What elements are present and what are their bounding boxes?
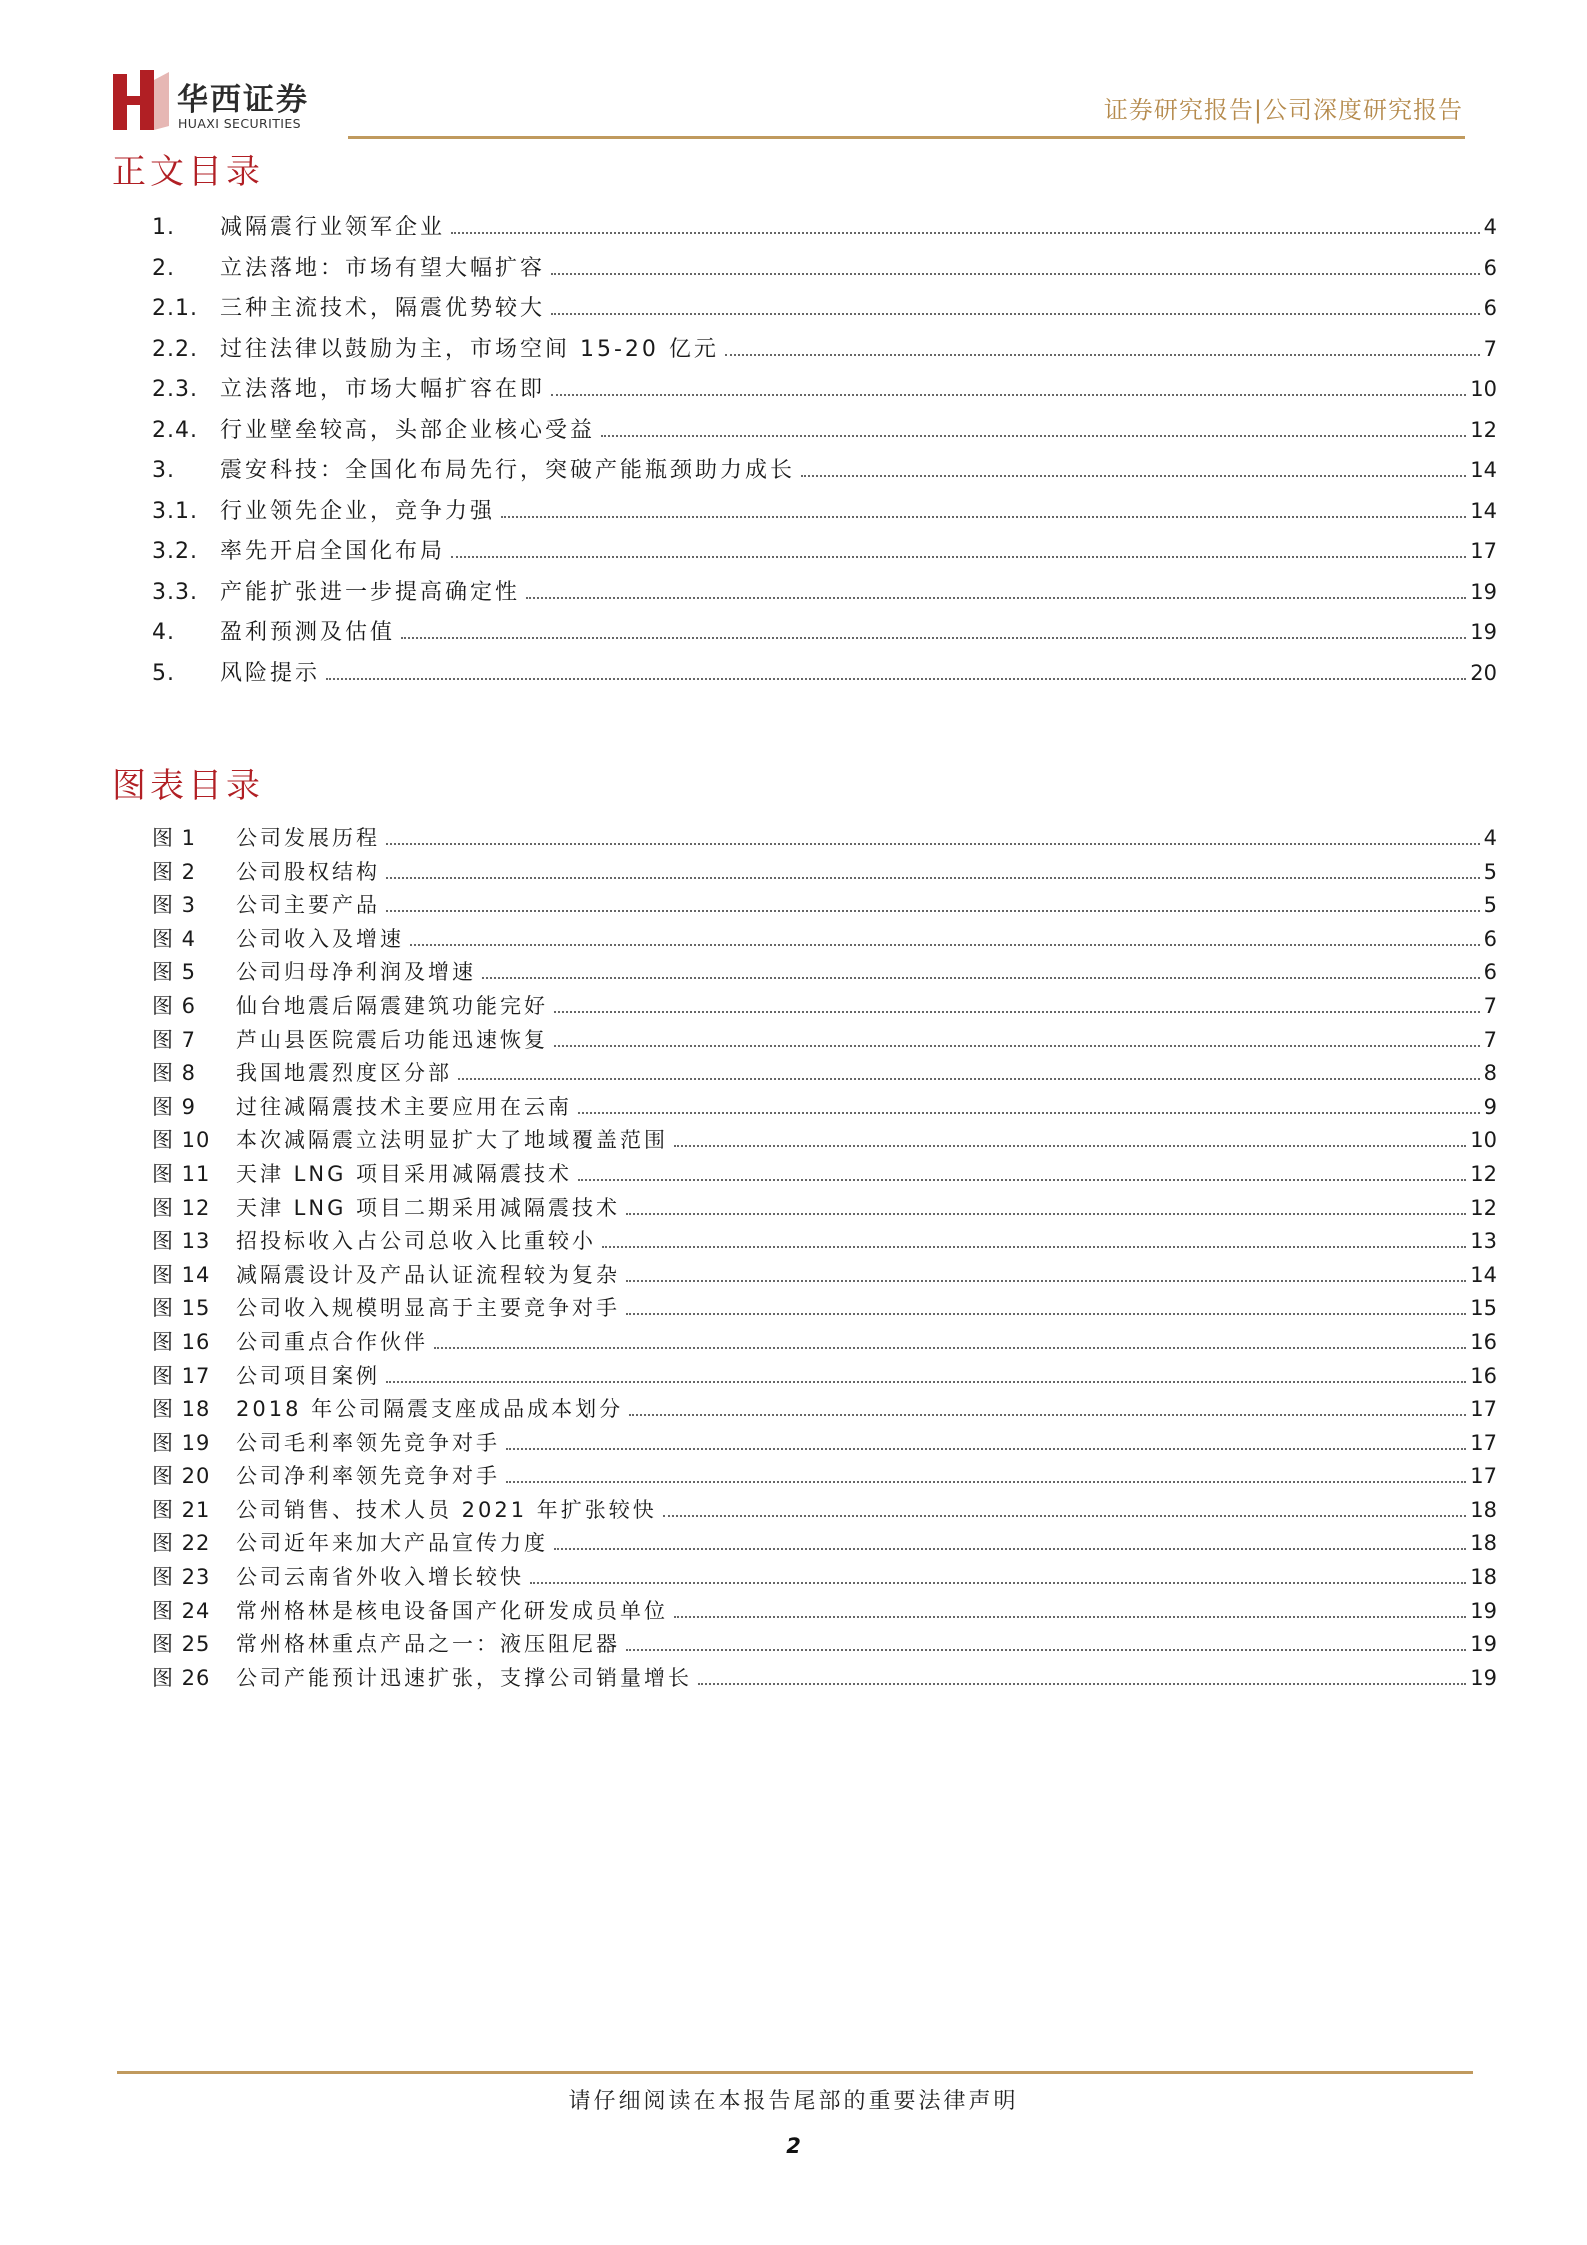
figure-entry-label: 天津 LNG 项目二期采用减隔震技术 bbox=[236, 1195, 621, 1220]
figure-entry-label: 公司净利率领先竞争对手 bbox=[236, 1464, 500, 1489]
figure-entry-page: 13 bbox=[1470, 1229, 1497, 1254]
figure-entry-label: 公司收入及增速 bbox=[236, 926, 404, 951]
figure-entry[interactable] bbox=[152, 923, 1497, 957]
figure-entry-label: 公司归母净利润及增速 bbox=[236, 960, 476, 985]
dot-leader bbox=[698, 1683, 1466, 1685]
toc-entry[interactable] bbox=[152, 494, 1497, 535]
toc-entry-label: 行业壁垒较高，头部企业核心受益 bbox=[220, 417, 596, 443]
figure-entry-label: 芦山县医院震后功能迅速恢复 bbox=[236, 1027, 548, 1052]
toc-entry-label: 行业领先企业，竞争力强 bbox=[220, 498, 496, 524]
huaxi-logo-icon bbox=[113, 70, 171, 132]
dot-leader bbox=[551, 273, 1480, 275]
dot-leader bbox=[554, 1011, 1480, 1013]
figure-entry-label: 公司产能预计迅速扩张，支撑公司销量增长 bbox=[236, 1665, 692, 1690]
figure-entry[interactable] bbox=[152, 1595, 1497, 1629]
toc-entry-page: 6 bbox=[1483, 255, 1497, 280]
toc-entry-page: 19 bbox=[1470, 620, 1497, 644]
figure-entry[interactable] bbox=[152, 1259, 1497, 1293]
figure-entry-page: 12 bbox=[1470, 1195, 1497, 1220]
figure-entry[interactable] bbox=[152, 1460, 1497, 1494]
figure-entry[interactable] bbox=[152, 1292, 1497, 1326]
figure-entry-page: 14 bbox=[1470, 1262, 1497, 1287]
dot-leader bbox=[401, 637, 1466, 639]
figure-entry-number: 图 25 bbox=[152, 1632, 211, 1657]
figure-entry-number: 图 4 bbox=[152, 926, 197, 951]
toc-entry[interactable] bbox=[152, 372, 1497, 413]
figure-entry[interactable] bbox=[152, 1662, 1497, 1696]
toc-entry-number: 2.1. bbox=[152, 296, 198, 321]
toc-entry[interactable] bbox=[152, 332, 1497, 373]
figure-entry[interactable] bbox=[152, 1192, 1497, 1226]
figure-entry-number: 图 17 bbox=[152, 1363, 211, 1388]
figure-entry-page: 7 bbox=[1483, 993, 1497, 1018]
logo-chinese-name: 华西证券 bbox=[177, 82, 309, 118]
figure-entry-page: 18 bbox=[1470, 1531, 1497, 1556]
toc-entry-page: 14 bbox=[1470, 498, 1497, 523]
toc-entry-page: 20 bbox=[1470, 660, 1497, 685]
legal-notice: 请仔细阅读在本报告尾部的重要法律声明 bbox=[568, 2089, 1019, 2114]
figure-entry-page: 17 bbox=[1470, 1430, 1497, 1455]
toc-entry-page: 10 bbox=[1470, 377, 1497, 401]
figure-entry[interactable] bbox=[152, 1326, 1497, 1360]
toc-entry-label: 震安科技：全国化布局先行，突破产能瓶颈助力成长 bbox=[220, 458, 796, 483]
toc-entry-page: 6 bbox=[1483, 296, 1497, 320]
figure-entry-number: 图 13 bbox=[152, 1229, 211, 1254]
figure-entry-page: 18 bbox=[1470, 1565, 1497, 1590]
figure-entry-page: 16 bbox=[1470, 1363, 1497, 1388]
toc-entry-page: 7 bbox=[1483, 336, 1497, 361]
figure-entry-number: 图 3 bbox=[152, 893, 197, 918]
toc-entry-page: 4 bbox=[1483, 215, 1497, 239]
dot-leader bbox=[326, 678, 1466, 680]
figure-entry-label: 公司云南省外收入增长较快 bbox=[236, 1565, 524, 1590]
toc-entry-label: 盈利预测及估值 bbox=[220, 620, 396, 645]
dot-leader bbox=[386, 910, 1480, 912]
toc-list bbox=[152, 210, 1497, 696]
dot-leader bbox=[506, 1481, 1466, 1483]
toc-entry-label: 三种主流技术，隔震优势较大 bbox=[220, 296, 546, 321]
figure-entry[interactable] bbox=[152, 990, 1497, 1024]
dot-leader bbox=[578, 1112, 1480, 1114]
figure-entry-page: 8 bbox=[1483, 1061, 1497, 1086]
figure-entry-number: 图 18 bbox=[152, 1397, 211, 1422]
figure-entry-label: 公司发展历程 bbox=[236, 826, 380, 850]
figure-entry-label: 天津 LNG 项目采用减隔震技术 bbox=[236, 1161, 573, 1186]
toc-entry-label: 立法落地：市场有望大幅扩容 bbox=[220, 255, 546, 281]
report-type: 证券研究报告|公司深度研究报告 bbox=[1103, 96, 1463, 124]
toc-entry-number: 1. bbox=[152, 215, 175, 240]
figure-entry-label: 仙台地震后隔震建筑功能完好 bbox=[236, 993, 548, 1018]
dot-leader bbox=[434, 1347, 1466, 1349]
figure-list-title: 图表目录 bbox=[112, 766, 264, 806]
dot-leader bbox=[626, 1280, 1466, 1282]
figure-entry[interactable] bbox=[152, 1124, 1497, 1158]
toc-entry-number: 5. bbox=[152, 660, 175, 686]
dot-leader bbox=[674, 1145, 1466, 1147]
figure-entry-page: 12 bbox=[1470, 1161, 1497, 1186]
toc-entry-page: 17 bbox=[1470, 539, 1497, 563]
dot-leader bbox=[602, 1246, 1466, 1248]
figure-entry-page: 17 bbox=[1470, 1397, 1497, 1422]
figure-entry-number: 图 20 bbox=[152, 1464, 211, 1489]
figure-entry-number: 图 23 bbox=[152, 1565, 211, 1590]
dot-leader bbox=[601, 435, 1466, 437]
figure-entry-label: 公司毛利率领先竞争对手 bbox=[236, 1430, 500, 1455]
page-number: 2 bbox=[786, 2134, 801, 2158]
toc-entry-number: 2.4. bbox=[152, 417, 198, 443]
dot-leader bbox=[626, 1213, 1466, 1215]
toc-entry-label: 过往法律以鼓励为主，市场空间 15-20 亿元 bbox=[220, 336, 719, 362]
figure-entry-page: 6 bbox=[1483, 960, 1497, 985]
figure-entry-label: 公司收入规模明显高于主要竞争对手 bbox=[236, 1296, 620, 1321]
figure-entry-number: 图 19 bbox=[152, 1430, 211, 1455]
footer-divider bbox=[117, 2071, 1473, 2074]
toc-entry[interactable] bbox=[152, 210, 1497, 251]
figure-entry-number: 图 12 bbox=[152, 1195, 211, 1220]
figure-entry-label: 常州格林是核电设备国产化研发成员单位 bbox=[236, 1598, 668, 1623]
toc-entry-label: 率先开启全国化布局 bbox=[220, 539, 446, 564]
figure-entry-label: 我国地震烈度区分部 bbox=[236, 1061, 452, 1086]
figure-entry-label: 2018 年公司隔震支座成品成本划分 bbox=[236, 1397, 624, 1422]
toc-entry-label: 风险提示 bbox=[220, 660, 321, 686]
dot-leader bbox=[674, 1616, 1466, 1618]
dot-leader bbox=[482, 977, 1480, 979]
figure-entry-number: 图 7 bbox=[152, 1027, 197, 1052]
dot-leader bbox=[506, 1448, 1466, 1450]
toc-title: 正文目录 bbox=[112, 152, 264, 192]
dot-leader bbox=[501, 516, 1466, 518]
figure-entry[interactable] bbox=[152, 1024, 1497, 1058]
figure-entry-page: 10 bbox=[1470, 1128, 1497, 1153]
toc-entry[interactable] bbox=[152, 413, 1497, 454]
figure-entry-number: 图 1 bbox=[152, 826, 197, 850]
toc-entry-number: 2.2. bbox=[152, 336, 198, 362]
figure-entry-page: 19 bbox=[1470, 1598, 1497, 1623]
figure-entry-page: 16 bbox=[1470, 1329, 1497, 1354]
figure-entry[interactable] bbox=[152, 856, 1497, 890]
toc-entry[interactable] bbox=[152, 453, 1497, 494]
toc-entry[interactable] bbox=[152, 534, 1497, 575]
toc-entry-number: 3.1. bbox=[152, 498, 198, 524]
dot-leader bbox=[801, 475, 1466, 477]
figure-entry-page: 15 bbox=[1470, 1296, 1497, 1321]
figure-entry-number: 图 22 bbox=[152, 1531, 211, 1556]
dot-leader bbox=[554, 1548, 1466, 1550]
dot-leader bbox=[554, 1045, 1480, 1047]
toc-entry-number: 2.3. bbox=[152, 377, 198, 402]
figure-entry-label: 常州格林重点产品之一：液压阻尼器 bbox=[236, 1632, 620, 1657]
logo-english-name: HUAXI SECURITIES bbox=[178, 116, 301, 131]
figure-entry-number: 图 9 bbox=[152, 1094, 197, 1119]
toc-entry-number: 4. bbox=[152, 620, 175, 645]
toc-entry-page: 19 bbox=[1470, 579, 1497, 604]
dot-leader bbox=[663, 1515, 1466, 1517]
toc-entry-number: 3.3. bbox=[152, 579, 198, 605]
figure-entry[interactable] bbox=[152, 1091, 1497, 1125]
figure-entry-label: 公司近年来加大产品宣传力度 bbox=[236, 1531, 548, 1556]
figure-entry[interactable] bbox=[152, 1393, 1497, 1427]
figure-entry-page: 5 bbox=[1483, 893, 1497, 918]
figure-entry-page: 18 bbox=[1470, 1497, 1497, 1522]
dot-leader bbox=[386, 843, 1480, 845]
toc-entry-page: 14 bbox=[1470, 458, 1497, 482]
figure-entry-number: 图 14 bbox=[152, 1262, 211, 1287]
figure-entry-number: 图 5 bbox=[152, 960, 197, 985]
figure-entry-page: 19 bbox=[1470, 1632, 1497, 1657]
figure-entry-number: 图 24 bbox=[152, 1598, 211, 1623]
figure-entry-label: 公司销售、技术人员 2021 年扩张较快 bbox=[236, 1497, 657, 1522]
figure-entry[interactable] bbox=[152, 889, 1497, 923]
dot-leader bbox=[451, 232, 1480, 234]
dot-leader bbox=[386, 1381, 1466, 1383]
figure-entry-number: 图 26 bbox=[152, 1665, 211, 1690]
figure-entry-page: 19 bbox=[1470, 1665, 1497, 1690]
figure-list bbox=[152, 822, 1497, 1695]
figure-entry-number: 图 6 bbox=[152, 993, 197, 1018]
toc-entry[interactable] bbox=[152, 251, 1497, 292]
figure-entry-page: 5 bbox=[1483, 859, 1497, 884]
figure-entry-page: 7 bbox=[1483, 1027, 1497, 1052]
figure-entry-page: 6 bbox=[1483, 926, 1497, 951]
figure-entry-label: 公司重点合作伙伴 bbox=[236, 1329, 428, 1354]
figure-entry-number: 图 21 bbox=[152, 1497, 211, 1522]
figure-entry-number: 图 10 bbox=[152, 1128, 211, 1153]
toc-entry-label: 产能扩张进一步提高确定性 bbox=[220, 579, 521, 605]
toc-entry-page: 12 bbox=[1470, 417, 1497, 442]
figure-entry-label: 公司股权结构 bbox=[236, 859, 380, 884]
dot-leader bbox=[551, 394, 1466, 396]
figure-entry-number: 图 11 bbox=[152, 1161, 211, 1186]
toc-entry[interactable] bbox=[152, 575, 1497, 616]
figure-entry[interactable] bbox=[152, 1527, 1497, 1561]
toc-entry-number: 3. bbox=[152, 458, 175, 483]
toc-entry-label: 立法落地，市场大幅扩容在即 bbox=[220, 377, 546, 402]
dot-leader bbox=[458, 1078, 1480, 1080]
dot-leader bbox=[410, 944, 1480, 946]
figure-entry-label: 减隔震设计及产品认证流程较为复杂 bbox=[236, 1262, 620, 1287]
toc-entry[interactable] bbox=[152, 291, 1497, 332]
figure-entry[interactable] bbox=[152, 1628, 1497, 1662]
toc-entry-number: 3.2. bbox=[152, 539, 198, 564]
figure-entry[interactable] bbox=[152, 822, 1497, 856]
dot-leader bbox=[578, 1179, 1466, 1181]
figure-entry-number: 图 15 bbox=[152, 1296, 211, 1321]
toc-entry-number: 2. bbox=[152, 255, 175, 281]
figure-entry-label: 本次减隔震立法明显扩大了地域覆盖范围 bbox=[236, 1128, 668, 1153]
figure-entry[interactable] bbox=[152, 1360, 1497, 1394]
toc-entry-label: 减隔震行业领军企业 bbox=[220, 215, 446, 240]
figure-entry-page: 17 bbox=[1470, 1464, 1497, 1489]
dot-leader bbox=[626, 1649, 1466, 1651]
toc-entry[interactable] bbox=[152, 615, 1497, 656]
figure-entry[interactable] bbox=[152, 1057, 1497, 1091]
dot-leader bbox=[386, 877, 1480, 879]
figure-entry-page: 4 bbox=[1483, 826, 1497, 850]
dot-leader bbox=[626, 1313, 1466, 1315]
company-logo bbox=[113, 70, 343, 136]
figure-entry-page: 9 bbox=[1483, 1094, 1497, 1119]
figure-entry-label: 过往减隔震技术主要应用在云南 bbox=[236, 1094, 572, 1119]
figure-entry-label: 公司项目案例 bbox=[236, 1363, 380, 1388]
header-divider bbox=[348, 136, 1465, 139]
figure-entry[interactable] bbox=[152, 1427, 1497, 1461]
dot-leader bbox=[526, 597, 1466, 599]
figure-entry[interactable] bbox=[152, 956, 1497, 990]
figure-entry[interactable] bbox=[152, 1561, 1497, 1595]
dot-leader bbox=[629, 1414, 1466, 1416]
figure-entry-number: 图 16 bbox=[152, 1329, 211, 1354]
dot-leader bbox=[451, 556, 1466, 558]
dot-leader bbox=[551, 313, 1480, 315]
figure-entry-label: 招投标收入占公司总收入比重较小 bbox=[236, 1229, 596, 1254]
figure-entry[interactable] bbox=[152, 1225, 1497, 1259]
figure-entry-label: 公司主要产品 bbox=[236, 893, 380, 918]
toc-entry[interactable] bbox=[152, 656, 1497, 697]
figure-entry-number: 图 2 bbox=[152, 859, 197, 884]
dot-leader bbox=[530, 1582, 1466, 1584]
figure-entry-number: 图 8 bbox=[152, 1061, 197, 1086]
dot-leader bbox=[725, 354, 1480, 356]
figure-entry[interactable] bbox=[152, 1494, 1497, 1528]
figure-entry[interactable] bbox=[152, 1158, 1497, 1192]
